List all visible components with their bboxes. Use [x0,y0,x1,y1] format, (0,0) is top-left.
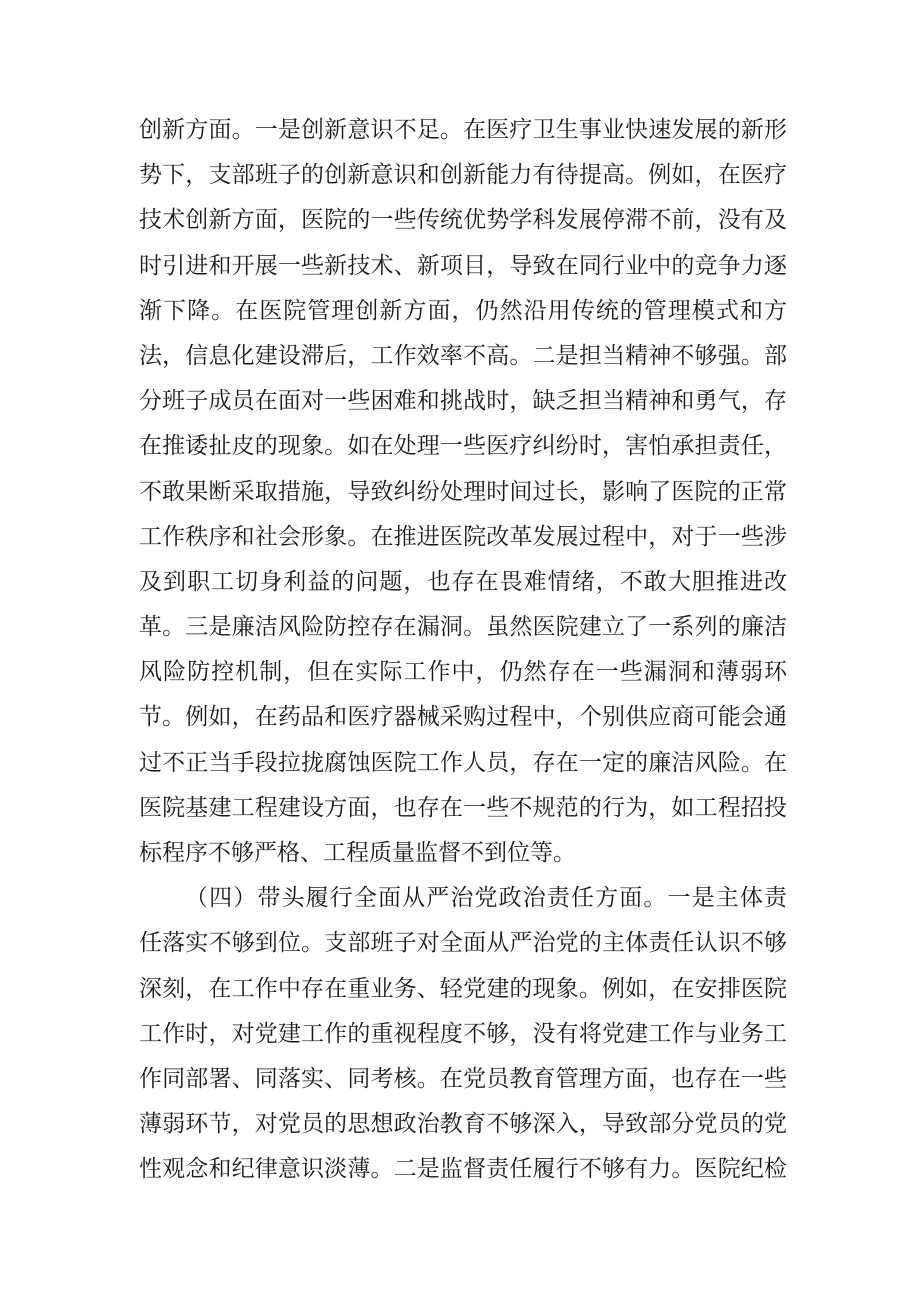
text-line: 医院基建工程建设方面，也存在一些不规范的行为，如工程招投 [139,794,787,821]
text-line: 节。例如，在药品和医疗器械采购过程中，个别供应商可能会通 [139,704,787,731]
text-line: 法，信息化建设滞后，工作效率不高。二是担当精神不够强。部 [139,342,787,369]
text-line: 工作时，对党建工作的重视程度不够，没有将党建工作与业务工 [139,1020,787,1047]
text-line: 工作秩序和社会形象。在推进医院改革发展过程中，对于一些涉 [139,523,787,550]
body-text [139,108,787,1193]
text-line: 创新方面。一是创新意识不足。在医疗卫生事业快速发展的新形 [139,117,787,143]
text-line: 渐下降。在医院管理创新方面，仍然沿用传统的管理模式和方 [139,297,787,324]
text-line: 时引进和开展一些新技术、新项目，导致在同行业中的竞争力逐 [139,252,787,279]
text-line: 势下，支部班子的创新意识和创新能力有待提高。例如，在医疗 [139,162,787,189]
text-line: 技术创新方面，医院的一些传统优势学科发展停滞不前，没有及 [139,207,787,234]
text-line: 任落实不够到位。支部班子对全面从严治党的主体责任认识不够 [139,930,787,957]
section-heading-line: （四）带头履行全面从严治党政治责任方面。一是主体责 [185,885,787,912]
text-line: 在推诿扯皮的现象。如在处理一些医疗纠纷时，害怕承担责任， [139,433,787,460]
text-line: 革。三是廉洁风险防控存在漏洞。虽然医院建立了一系列的廉洁 [139,614,787,641]
text-line: 性观念和纪律意识淡薄。二是监督责任履行不够有力。医院纪检 [139,1156,787,1183]
text-line: 及到职工切身利益的问题，也存在畏难情绪，不敢大胆推进改 [139,568,787,595]
text-line: 薄弱环节，对党员的思想政治教育不够深入，导致部分党员的党 [139,1111,787,1138]
text-line: 风险防控机制，但在实际工作中，仍然存在一些漏洞和薄弱环 [139,659,787,686]
text-line: 分班子成员在面对一些困难和挑战时，缺乏担当精神和勇气，存 [139,388,787,415]
text-line: 不敢果断采取措施，导致纠纷处理时间过长，影响了医院的正常 [139,478,787,505]
text-line: 过不正当手段拉拢腐蚀医院工作人员，存在一定的廉洁风险。在 [139,749,787,776]
text-line: 深刻，在工作中存在重业务、轻党建的现象。例如，在安排医院 [139,975,787,1002]
text-line: 作同部署、同落实、同考核。在党员教育管理方面，也存在一些 [139,1065,787,1092]
paragraph-end-line: 标程序不够严格、工程质量监督不到位等。 [139,840,576,866]
